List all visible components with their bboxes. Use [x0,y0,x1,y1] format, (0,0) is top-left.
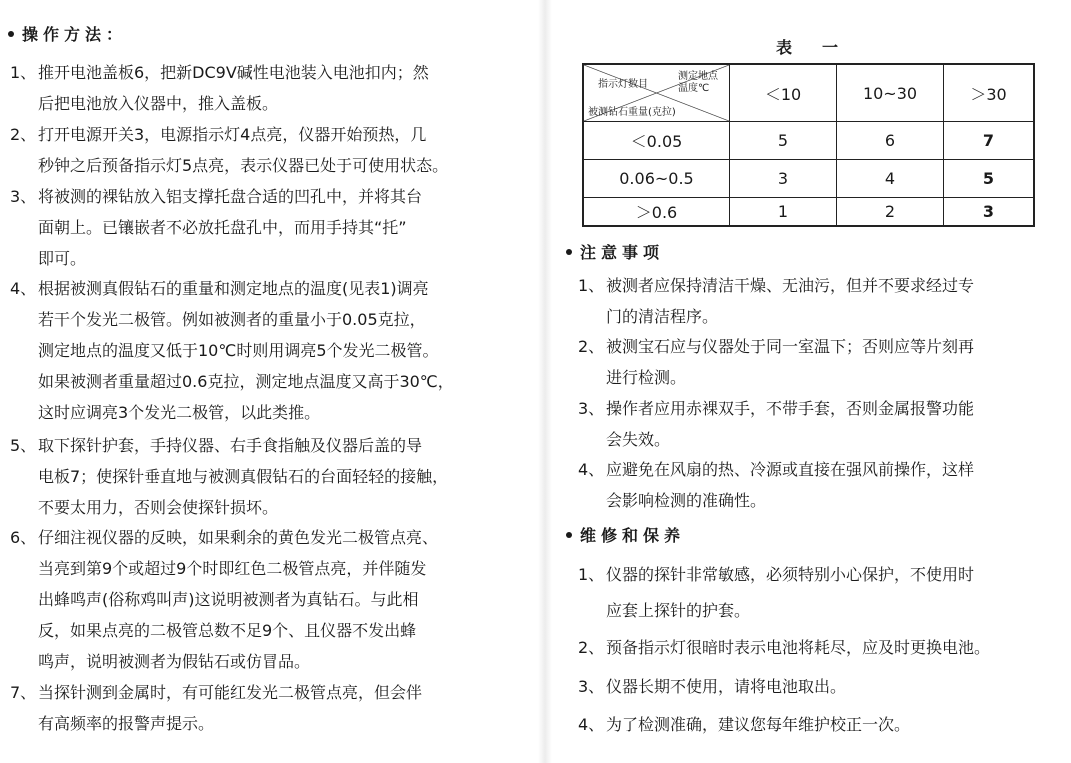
item-number: 3、 [578,677,605,696]
item-text-line: 出蜂鸣声(俗称鸡叫声)这说明被测者为真钻石。与此相 [38,590,419,609]
table-cell: 1 [730,198,837,226]
diag-mid-label: 指示灯数目 [598,79,648,90]
item-number: 4、 [10,279,37,298]
maintenance-heading [566,523,685,546]
item-text-line: 根据被测真假钻石的重量和测定地点的温度(见表1)调亮 [38,279,429,298]
item-text-line: 当探针测到金属时，有可能红发光二极管点亮，但会伴 [38,683,423,702]
item-text-line: 测定地点的温度又低于10℃时则用调亮5个发光二极管。 [38,341,439,360]
item-text-line: 电板7；使探针垂直地与被测真假钻石的台面轻轻的接触， [38,467,449,486]
item-text-line: 应避免在风扇的热、冷源或直接在强风前操作，这样 [606,460,975,479]
table-cell: 3 [944,198,1035,226]
bullet-icon [566,249,572,255]
item-text-line: 如果被测者重量超过0.6克拉，测定地点温度又高于30℃， [38,372,454,391]
item-text-line: 有高频率的报警声提示。 [38,714,215,733]
operation-heading [8,22,127,45]
table-diagonal-header [583,64,730,122]
item-text-line: 推开电池盖板6，把新DC9V碱性电池装入电池扣内；然 [38,63,429,82]
item-text-line: 进行检测。 [606,367,687,387]
item-text-line: 后把电池放入仪器中，推入盖板。 [38,94,279,113]
maintenance-heading-text: 维修和保养 [580,526,686,545]
item-text-line: 被测宝石应与仪器处于同一室温下；否则应等片刻再 [606,337,975,356]
diag-bottom-label: 被测钻石重量(克拉) [588,107,676,118]
item-text-line: 面朝上。已镶嵌者不必放托盘孔中，而用手持其“托” [38,218,407,237]
item-number: 4、 [578,460,605,479]
item-text-line: 仪器长期不使用，请将电池取出。 [606,677,847,696]
item-text-line: 会失效。 [606,429,671,449]
item-text-line: 这时应调亮3个发光二极管，以此类推。 [38,403,321,422]
item-number: 7、 [10,683,37,702]
item-number: 2、 [578,638,605,657]
item-text-line: 若干个发光二极管。例如被测者的重量小于0.05克拉， [38,310,426,329]
operation-heading-text: 操作方法： [22,25,128,44]
table-title: 表一 [776,38,869,57]
page-fold [538,0,552,763]
item-number: 1、 [578,565,605,584]
table-cell: 5 [730,122,837,160]
col-header: ＜10 [730,64,837,122]
item-number: 3、 [10,187,37,206]
item-text-line: 仪器的探针非常敏感，必须特别小心保护，不使用时 [606,565,975,584]
row-label: 0.06~0.5 [583,160,730,198]
table-cell: 6 [837,122,944,160]
item-text-line: 被测者应保持清洁干燥、无油污，但并不要求经过专 [606,276,975,295]
item-number: 4、 [578,715,605,734]
item-text-line: 门的清洁程序。 [606,306,719,326]
table-cell: 3 [730,160,837,198]
notes-heading-text: 注意事项 [580,243,665,262]
item-text-line: 秒钟之后预备指示灯5点亮，表示仪器已处于可使用状态。 [38,156,449,175]
col-header: ＞30 [944,64,1035,122]
diag-top-label: 测定地点 [678,71,718,82]
table-cell: 5 [944,160,1035,198]
item-text-line: 即可。 [38,249,87,268]
item-text-line: 操作者应用赤裸双手，不带手套，否则金属报警功能 [606,399,975,418]
bullet-icon [8,31,14,37]
item-text-line: 不要太用力，否则会使探针损坏。 [38,498,279,517]
item-text-line: 取下探针护套，手持仪器、右手食指触及仪器后盖的导 [38,436,423,455]
notes-heading [566,240,664,263]
lamp-count-table [582,63,1035,227]
item-text-line: 预备指示灯很暗时表示电池将耗尽，应及时更换电池。 [606,638,991,657]
item-number: 1、 [10,63,37,82]
item-text-line: 当亮到第9个或超过9个时即红色二极管点亮，并伴随发 [38,559,427,578]
item-text-line: 反，如果点亮的二极管总数不足9个、且仪器不发出蜂 [38,621,417,640]
item-text-line: 会影响检测的准确性。 [606,490,767,510]
item-text-line: 应套上探针的护套。 [606,601,751,620]
item-text-line: 为了检测准确，建议您每年维护校正一次。 [606,715,911,734]
item-text-line: 鸣声，说明被测者为假钻石或仿冒品。 [38,652,311,671]
item-number: 2、 [10,125,37,144]
table-cell: 4 [837,160,944,198]
table-cell: 7 [944,122,1035,160]
item-text-line: 将被测的裸钻放入铝支撑托盘合适的凹孔中，并将其台 [38,187,423,206]
bullet-icon [566,532,572,538]
item-number: 5、 [10,436,37,455]
item-number: 1、 [578,276,605,295]
item-text-line: 仔细注视仪器的反映，如果剩余的黄色发光二极管点亮、 [38,528,439,547]
row-label: ＜0.05 [583,122,730,160]
item-number: 6、 [10,528,37,547]
item-text-line: 打开电源开关3，电源指示灯4点亮，仪器开始预热，几 [38,125,427,144]
diag-top-label-2: 温度℃ [678,83,710,94]
col-header: 10~30 [837,64,944,122]
row-label: ＞0.6 [583,198,730,226]
table-cell: 2 [837,198,944,226]
item-number: 3、 [578,399,605,418]
item-number: 2、 [578,337,605,356]
